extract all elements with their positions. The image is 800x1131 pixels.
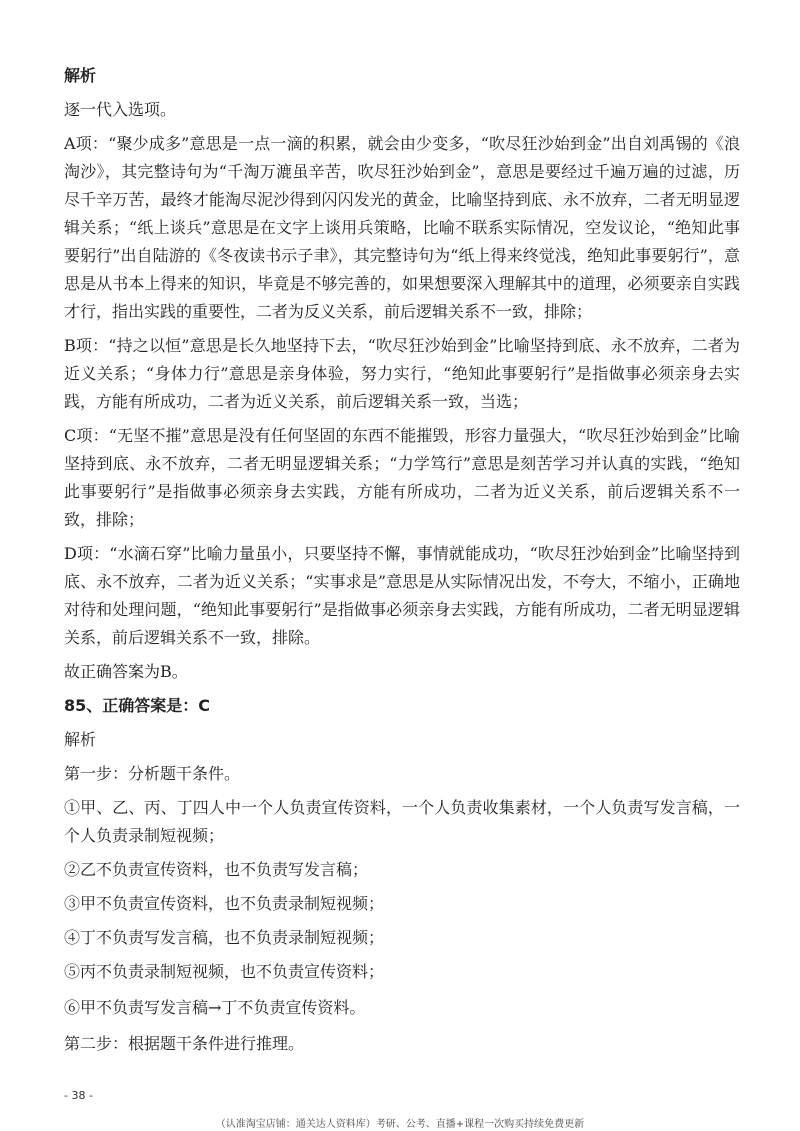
option-c-paragraph: C项：“无坚不摧”意思是没有任何坚固的东西不能摧毁，形容力量强大，“吹尽狂沙始到金”比喻坚持到底、永不放弃，二者无明显逻辑关系；“力学笃行”意思是刻苦学习并认真的实践，“绝知此事要躬行”是指做事必须亲身去实践，方能有所成功，二者为近义关系，前后逻辑关系不一致，排除； bbox=[64, 426, 740, 529]
condition-6: ⑥甲不负责写发言稿→丁不负责宣传资料。 bbox=[64, 998, 366, 1017]
condition-2: ②乙不负责宣传资料，也不负责写发言稿； bbox=[64, 860, 369, 879]
analysis-heading: 解析 bbox=[64, 66, 97, 85]
page-content bbox=[64, 62, 740, 1064]
condition-5: ⑤丙不负责录制短视频，也不负责宣传资料； bbox=[64, 962, 385, 981]
answer-conclusion: 故正确答案为B。 bbox=[64, 662, 188, 681]
question-85-answer-heading: 85、正确答案是：C bbox=[64, 696, 211, 715]
page-number: - 38 - bbox=[64, 1089, 93, 1102]
condition-1: ①甲、乙、丙、丁四人中一个人负责宣传资料，一个人负责收集素材，一个人负责写发言稿，一个人负责录制短视频； bbox=[64, 798, 740, 845]
option-a-paragraph: A项：“聚少成多”意思是一点一滴的积累，就会由少变多，“吹尽狂沙始到金”出自刘禹锡的《浪淘沙》，其完整诗句为“千淘万漉虽辛苦，吹尽狂沙始到金”，意思是要经过千遍万遍的过滤，历尽千辛万苦，最终才能淘尽泥沙得到闪闪发光的黄金，比喻坚持到底、永不放弃，二者无明显逻辑关系；“纸上谈兵”意思是在文字上谈用兵策略，比喻不联系实际情况，空发议论，“绝知此事要躬行”出自陆游的《冬夜读书示子聿》，其完整诗句为“纸上得来终觉浅，绝知此事要躬行”，意思是从书本上得来的知识，毕竟是不够完善的，如果想要深入理解其中的道理，必须要亲自实践才行，指出实践的重要性，二者为反义关系，前后逻辑关系不一致，排除； bbox=[64, 134, 740, 321]
step-one: 第一步：分析题干条件。 bbox=[64, 764, 241, 783]
analysis-intro: 逐一代入选项。 bbox=[64, 100, 177, 119]
condition-4: ④丁不负责写发言稿，也不负责录制短视频； bbox=[64, 928, 385, 947]
analysis-label: 解析 bbox=[64, 730, 97, 749]
footer-note: （认准淘宝店铺：通关达人资料库）考研、公考、直播+课程一次购买持续免费更新 bbox=[215, 1119, 585, 1130]
option-d-paragraph: D项：“水滴石穿”比喻力量虽小，只要坚持不懈，事情就能成功，“吹尽狂沙始到金”比喻坚持到底、永不放弃，二者为近义关系；“实事求是”意思是从实际情况出发，不夸大，不缩小，正确地对待和处理问题，“绝知此事要躬行”是指做事必须亲身去实践，方能有所成功，二者无明显逻辑关系，前后逻辑关系不一致，排除。 bbox=[64, 544, 740, 647]
option-b-paragraph: B项：“持之以恒”意思是长久地坚持下去，“吹尽狂沙始到金”比喻坚持到底、永不放弃，二者为近义关系；“身体力行”意思是亲身体验，努力实行，“绝知此事要躬行”是指做事必须亲身去实践，方能有所成功，二者为近义关系，前后逻辑关系一致，当选； bbox=[64, 336, 740, 411]
condition-3: ③甲不负责宣传资料，也不负责录制短视频； bbox=[64, 894, 385, 913]
step-two: 第二步：根据题干条件进行推理。 bbox=[64, 1034, 305, 1053]
